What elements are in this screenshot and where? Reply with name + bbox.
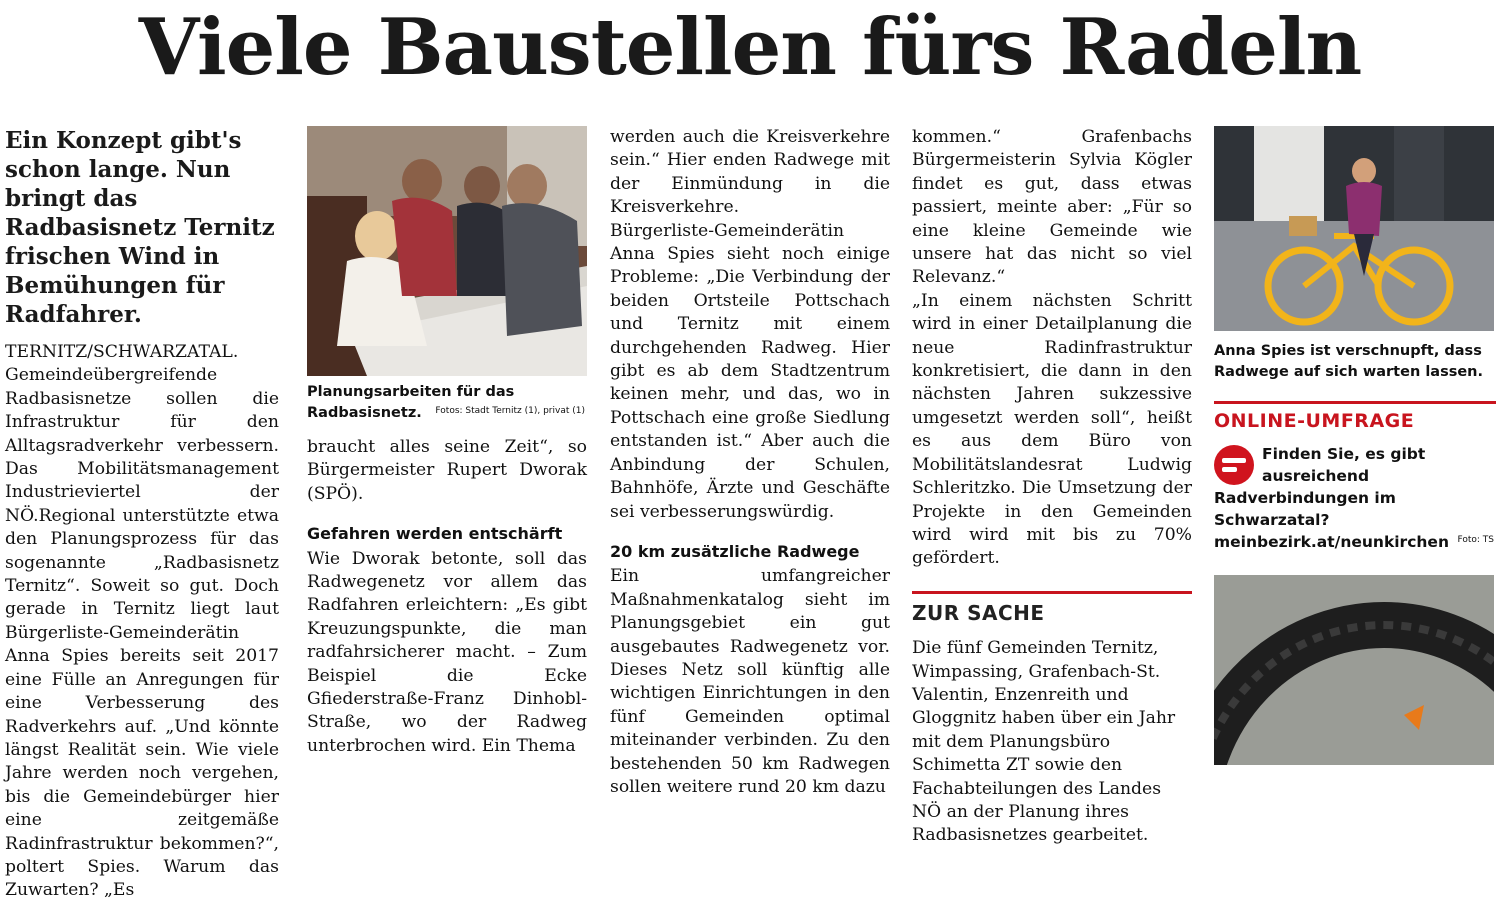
body-text-col4a: kommen.“ Grafenbachs Bürgermeisterin Sylvia Kögler findet es gut, dass etwas passiert, meinte aber: „Für so eine kleine Gemeinde wie unsere hat das nicht so viel Relevanz.“: [912, 127, 1192, 288]
online-umfrage-title: ONLINE-UMFRAGE: [1214, 410, 1415, 432]
caption-text: Planungsarbeiten für das Radbasisnetz.: [307, 384, 515, 421]
column-1: [5, 126, 279, 903]
headline: Viele Baustellen fürs Radeln: [138, 2, 1362, 93]
cyclist-photo: [1214, 126, 1494, 331]
zur-sache-text: Die fünf Gemeinden Ternitz, Wimpassing, Grafenbach-St. Valentin, Enzenreith und Gloggnitz haben über ein Jahr mit dem Planungsbüro Schimetta ZT sowie den Fachabteilungen des Landes NÖ an der Planung ihres Radbasisnetzes gearbeitet.: [912, 638, 1176, 846]
body-text-col2b: Wie Dworak betonte, soll das Radwegenetz vor allem das Radfahren erleichtern: „Es gibt Kreuzungspunkte, die man radfahrsicherer macht. – Zum Beispiel die Ecke Gfiederstraße-Franz Dinhobl-Straße, wo der Radweg unterbrochen wird. Ein Thema: [307, 548, 587, 756]
subhead-gefahren: Gefahren werden entschärft: [307, 524, 563, 544]
photo-credit-ts: Foto: TS: [1457, 535, 1494, 546]
body-text-col3c: Ein umfangreicher Maßnahmenkatalog sieht im Planungsgebiet ein gut ausgebautes Radwegenetz vor. Dieses Netz soll künftig alle wichtigen Einrichtungen in den fünf Gemeinden optimal miteinander verbinden. Zu den bestehenden 50 km Radwegen sollen weitere rund 20 km dazu: [610, 566, 890, 797]
tire-photo: [1214, 575, 1494, 765]
lead-text: Ein Konzept gibt's schon lange. Nun bringt das Radbasisnetz Ternitz frischen Wind in Bemühungen für Radfahrer.: [5, 127, 275, 328]
cyclist-photo-caption: Anna Spies ist verschnupft, dass Radwege auf sich warten lassen.: [1214, 343, 1484, 380]
divider-red-online: [1214, 401, 1496, 404]
body-text-col3a: werden auch die Kreisverkehre sein.“ Hier enden Radwege mit der Einmündung in die Kreisverkehre.: [610, 127, 890, 218]
column-5: [1214, 126, 1496, 765]
body-text-col1: TERNITZ/SCHWARZATAL. Gemeindeübergreifende Radbasisnetze sollen die Infrastruktur für den Alltagsradverkehr verbessern. Das Mobilitätsmanagement Industrieviertel der NÖ.Regional unterstützte etwa den Planungsprozess für das sogenannte „Radbasisnetz Ternitz“. Soweit so gut. Doch gerade in Ternitz liegt laut Bürgerliste-Gemeinderätin Anna Spies bereits seit 2017 eine Fülle an Anregungen für eine Verbesserung des Radverkehrs auf. „Und könnte längst Realität sein. Wie viele Jahre werden noch vergehen, bis die Gemeindebürger hier eine zeitgemäße Radinfrastruktur bekommen?“, poltert Spies. Warum das Zuwarten? „Es: [5, 342, 279, 901]
column-2: [307, 126, 587, 758]
tire-photo-image: [1214, 575, 1494, 765]
body-text-col2a: braucht alles seine Zeit“, so Bürgermeister Rupert Dworak (SPÖ).: [307, 437, 587, 504]
planning-photo: [307, 126, 587, 376]
column-4: [912, 126, 1192, 848]
umfrage-question[interactable]: Finden Sie, es gibt ausreichend Radverbindungen im Schwarzatal? meinbezirk.at/neunkirchen: [1214, 445, 1449, 552]
poll-icon: [1214, 445, 1254, 485]
zur-sache-title: ZUR SACHE: [912, 600, 1045, 625]
planning-photo-image: [307, 126, 587, 376]
body-text-col3b: Bürgerliste-Gemeinderätin Anna Spies sieht noch einige Probleme: „Die Verbindung der beiden Ortsteile Pottschach und Ternitz mit einem durchgehenden Radweg. Hier gibt es ab dem Stadtzentrum keinen mehr, und das, wo in Pottschach eine große Siedlung entstanden ist.“ Aber auch die Anbindung der Schulen, Bahnhöfe, Ärzte und Geschäfte sei verbesserungswürdig.: [610, 220, 890, 522]
cyclist-photo-image: [1214, 126, 1494, 331]
planning-photo-caption: [307, 382, 587, 424]
divider-red: [912, 591, 1192, 594]
umfrage-block[interactable]: [1214, 443, 1496, 553]
subhead-radwege: 20 km zusätzliche Radwege: [610, 541, 860, 561]
body-text-col4b: „In einem nächsten Schritt wird in einer Detailplanung die neue Radinfrastruktur konkretisiert, die dann in den nächsten Jahren sukzessive umgesetzt werden soll“, heißt es aus dem Büro von Mobilitätslandesrat Ludwig Schleritzko. Die Umsetzung der Projekte in den Gemeinden wird wird mit bis zu 70% gefördert.: [912, 290, 1192, 569]
photo-credit: Fotos: Stadt Ternitz (1), privat (1): [435, 406, 585, 416]
column-3: [610, 126, 890, 799]
